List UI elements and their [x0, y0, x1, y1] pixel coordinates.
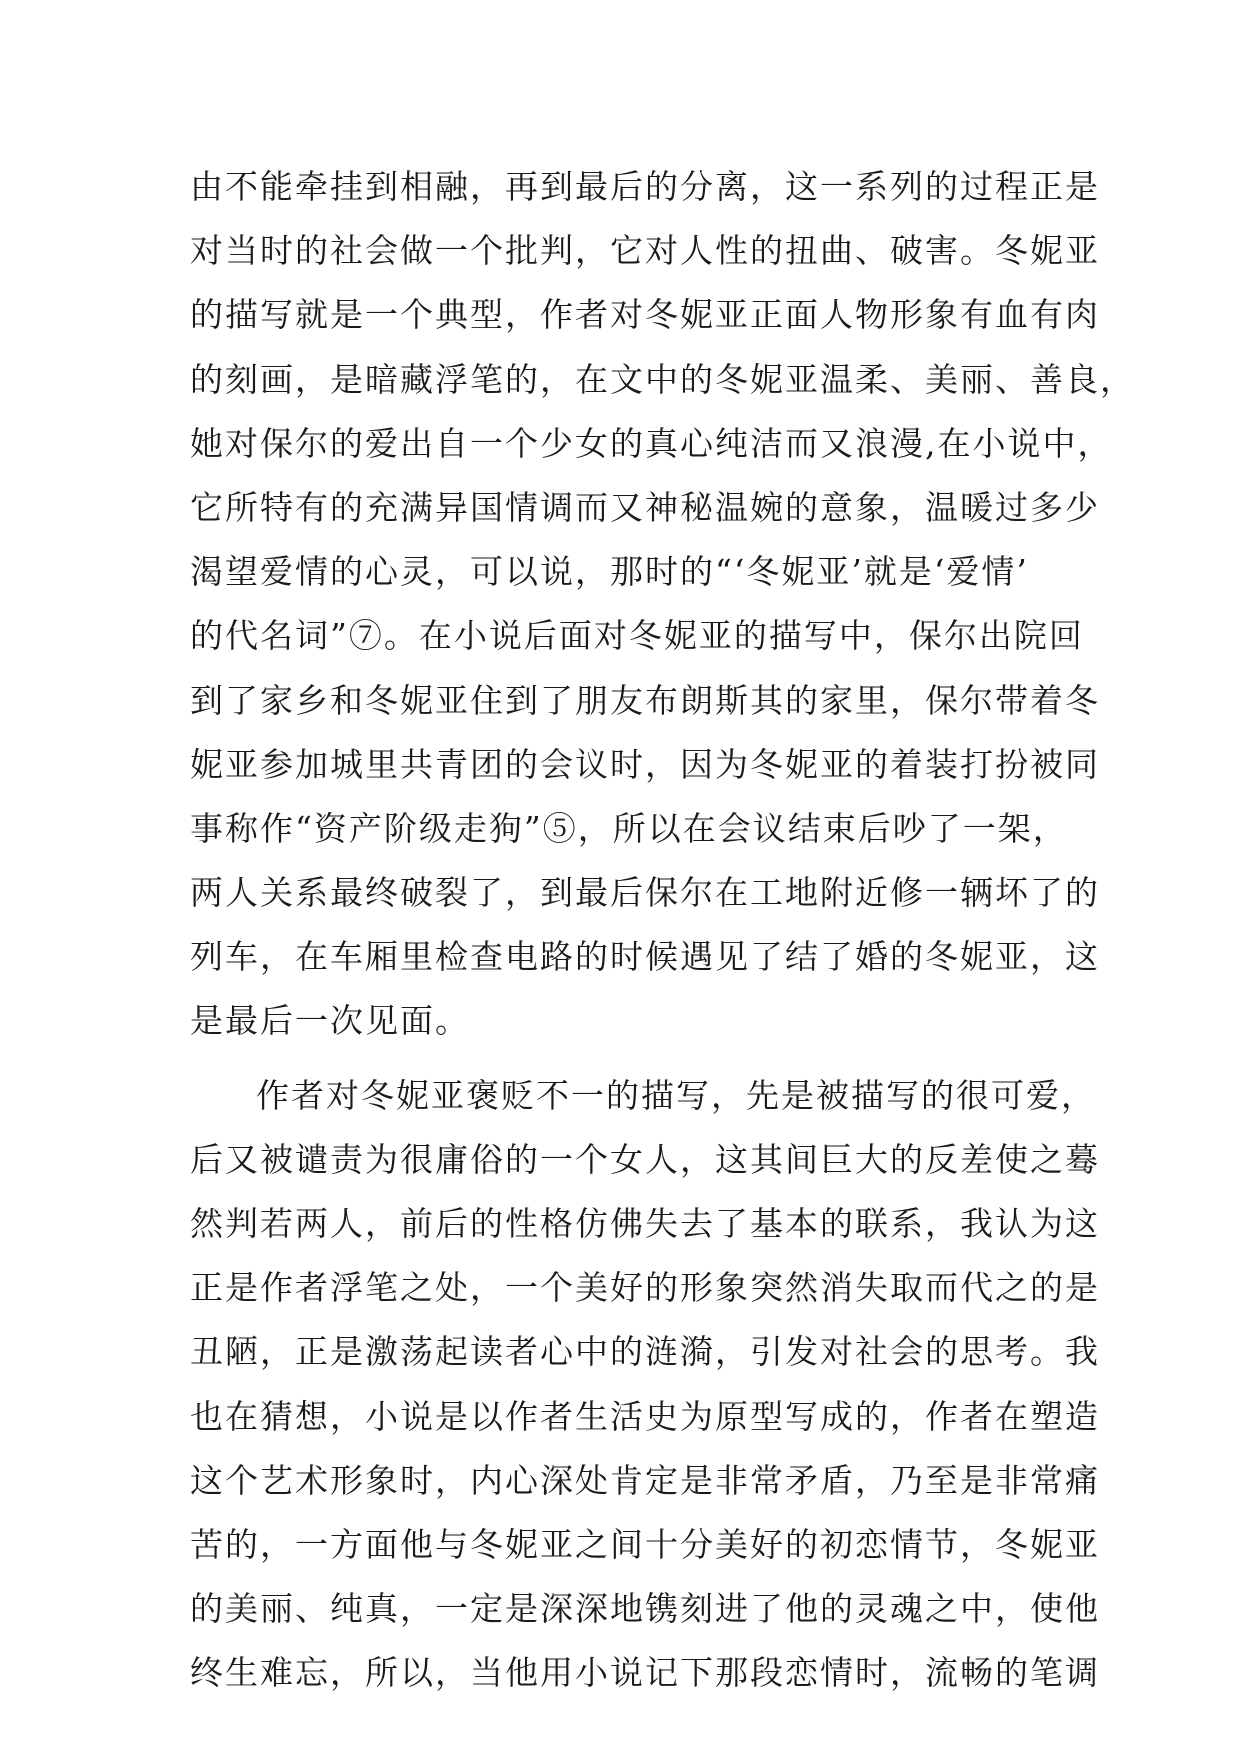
- text-line: 由不能牵挂到相融，再到最后的分离，这一系列的过程正是: [190, 167, 1100, 206]
- text-line: 两人关系最终破裂了，到最后保尔在工地附近修一辆坏了的: [190, 873, 1100, 913]
- text-line: 事称作“资产阶级走狗”⑤，所以在会议结束后吵了一架，: [190, 808, 1068, 848]
- text-line: 是最后一次见面。: [190, 1001, 470, 1041]
- paragraph-gap: [190, 1054, 1070, 1064]
- text-line: 妮亚参加城里共青团的会议时，因为冬妮亚的着装打扮被同: [190, 744, 1100, 784]
- text-line: 苦的，一方面他与冬妮亚之间十分美好的初恋情节，冬妮亚: [190, 1524, 1100, 1564]
- paragraph: [190, 155, 1135, 1054]
- text-line: 后又被谴责为很庸俗的一个女人，这其间巨大的反差使之蓦: [190, 1139, 1100, 1179]
- text-line: 然判若两人，前后的性格仿佛失去了基本的联系，我认为这: [190, 1204, 1100, 1243]
- text-line: 丑陋，正是激荡起读者心中的涟漪，引发对社会的思考。我: [190, 1332, 1100, 1372]
- text-line: 作者对冬妮亚褒贬不一的描写，先是被描写的很可爱，: [256, 1075, 1096, 1115]
- text-line: 她对保尔的爱出自一个少女的真心纯洁而又浪漫,在小说中，: [190, 423, 1113, 463]
- text-line: 也在猜想，小说是以作者生活史为原型写成的，作者在塑造: [190, 1396, 1100, 1436]
- text-line: 的代名词”⑦。在小说后面对冬妮亚的描写中，保尔出院回: [190, 616, 1084, 656]
- text-line: 终生难忘，所以，当他用小说记下那段恋情时，流畅的笔调: [190, 1653, 1100, 1693]
- text-line: 这个艺术形象时，内心深处肯定是非常矛盾，乃至是非常痛: [190, 1460, 1100, 1500]
- text-line: 正是作者浮笔之处，一个美好的形象突然消失取而代之的是: [190, 1268, 1100, 1308]
- text-line: 对当时的社会做一个批判，它对人性的扭曲、破害。冬妮亚: [190, 231, 1100, 271]
- text-line: 的描写就是一个典型，作者对冬妮亚正面人物形象有血有肉: [190, 295, 1100, 335]
- text-line: 的美丽、纯真，一定是深深地镌刻进了他的灵魂之中，使他: [190, 1589, 1100, 1629]
- text-line: 到了家乡和冬妮亚住到了朋友布朗斯其的家里，保尔带着冬: [190, 680, 1100, 720]
- paragraph: [190, 1064, 1100, 1706]
- text-line: 渴望爱情的心灵，可以说，那时的“‘冬妮亚’就是‘爱情’: [190, 552, 1029, 592]
- body-text: [190, 155, 1135, 1706]
- text-line: 它所特有的充满异国情调而又神秘温婉的意象，温暖过多少: [190, 487, 1100, 527]
- text-line: 列车，在车厢里检查电路的时候遇见了结了婚的冬妮亚，这: [190, 937, 1100, 977]
- text-line: 的刻画，是暗藏浮笔的，在文中的冬妮亚温柔、美丽、善良，: [190, 359, 1135, 399]
